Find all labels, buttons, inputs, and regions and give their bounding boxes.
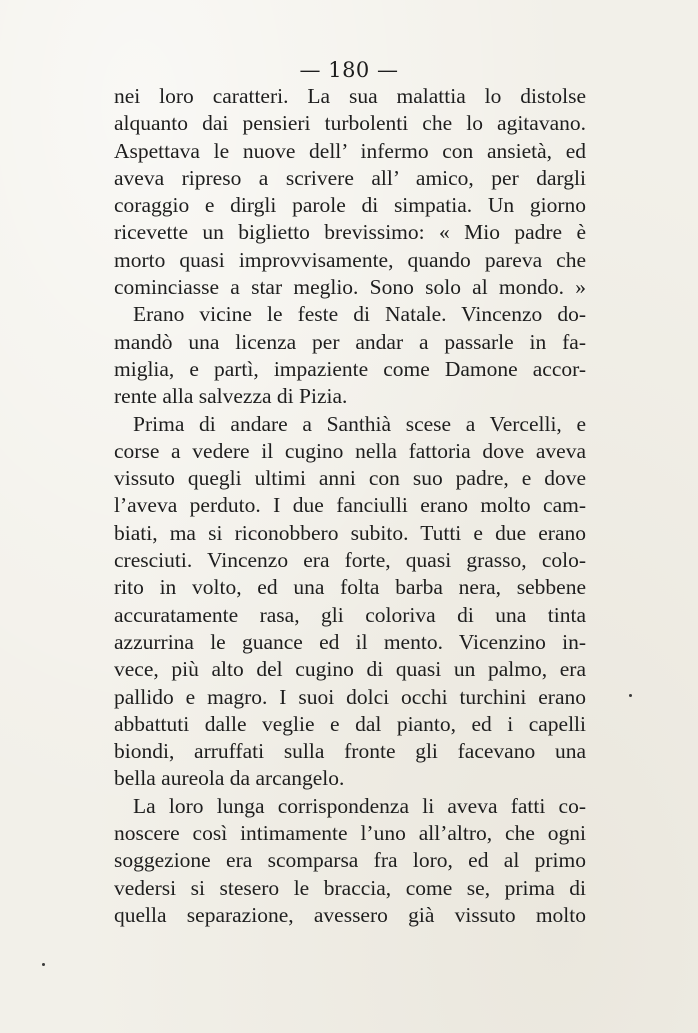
text-line: soggezione era scomparsa fra loro, ed al primo bbox=[114, 848, 586, 873]
text-line: morto quasi improvvisamente, quando pareva che bbox=[114, 247, 586, 272]
text-line: mandò una licenza per andar a passarle in fa- bbox=[114, 329, 586, 354]
paragraph-2 bbox=[114, 301, 586, 410]
text-line: cresciuti. Vincenzo era forte, quasi grasso, colo- bbox=[114, 548, 586, 573]
text-line: pallido e magro. I suoi dolci occhi turchini erano bbox=[114, 684, 586, 709]
text-line: accuratamente rasa, gli coloriva di una tinta bbox=[114, 602, 586, 627]
text-line: vece, più alto del cugino di quasi un palmo, era bbox=[114, 657, 586, 682]
text-line: coraggio e dirgli parole di simpatia. Un giorno bbox=[114, 193, 586, 218]
text-line: ricevette un biglietto brevissimo: « Mio padre è bbox=[114, 220, 586, 245]
text-line: bella aureola da arcangelo. bbox=[114, 766, 345, 791]
text-line: l’aveva perduto. I due fanciulli erano molto cam- bbox=[114, 493, 586, 518]
text-line: La loro lunga corrispondenza li aveva fatti co- bbox=[133, 793, 586, 818]
text-line: corse a vedere il cugino nella fattoria dove aveva bbox=[114, 438, 586, 463]
text-line: noscere così intimamente l’uno all’altro, che ogni bbox=[114, 821, 586, 846]
text-line: Erano vicine le feste di Natale. Vincenzo do- bbox=[133, 302, 586, 327]
paragraph-3 bbox=[114, 411, 586, 793]
text-line: quella separazione, avessero già vissuto molto bbox=[114, 902, 586, 927]
text-line: alquanto dai pensieri turbolenti che lo agitavano. bbox=[114, 111, 586, 136]
text-line: abbattuti dalle veglie e dal pianto, ed i capelli bbox=[114, 711, 586, 736]
text-line: Prima di andare a Santhià scese a Vercelli, e bbox=[133, 411, 586, 436]
scan-speck bbox=[42, 963, 45, 966]
text-line: biati, ma si riconobbero subito. Tutti e due erano bbox=[114, 520, 586, 545]
text-line: Aspettava le nuove dell’ infermo con ansietà, ed bbox=[114, 138, 586, 163]
paragraph-4 bbox=[114, 793, 586, 929]
text-line: biondi, arruffati sulla fronte gli facevano una bbox=[114, 739, 586, 764]
body-text bbox=[114, 83, 586, 929]
text-line: cominciasse a star meglio. Sono solo al mondo. » bbox=[114, 275, 586, 300]
text-line: vedersi si stesero le braccia, come se, prima di bbox=[114, 875, 586, 900]
scan-speck bbox=[629, 694, 632, 697]
page-number: — 180 — bbox=[299, 58, 399, 82]
text-line: nei loro caratteri. La sua malattia lo distolse bbox=[114, 84, 586, 108]
text-line: rito in volto, ed una folta barba nera, sebbene bbox=[114, 575, 586, 600]
text-line: aveva ripreso a scrivere all’ amico, per dargli bbox=[114, 165, 586, 190]
text-line: vissuto quegli ultimi anni con suo padre, e dove bbox=[114, 466, 586, 491]
paragraph-1 bbox=[114, 83, 586, 301]
text-line: rente alla salvezza di Pizia. bbox=[114, 384, 348, 409]
text-line: azzurrina le guance ed il mento. Vicenzino in- bbox=[114, 629, 586, 654]
text-line: miglia, e partì, impaziente come Damone accor- bbox=[114, 356, 586, 381]
